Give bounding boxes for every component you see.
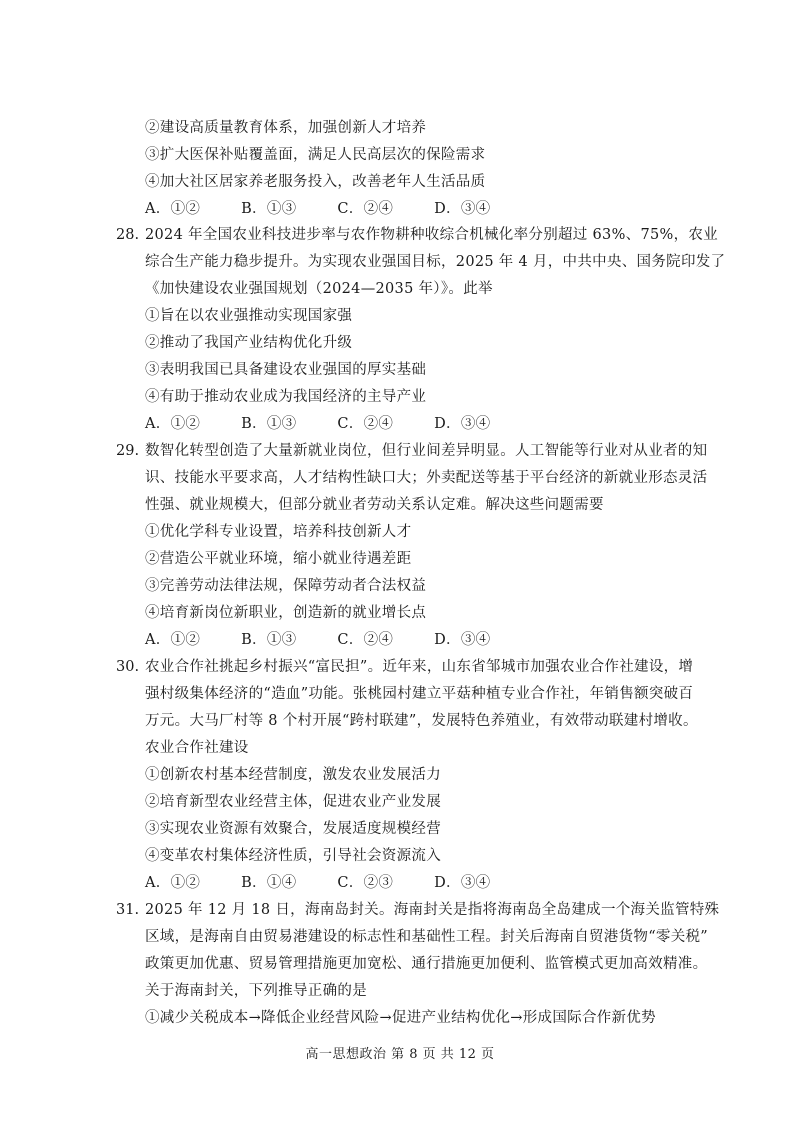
question-stem: 性强、就业规模大，但部分就业者劳动关系认定难。解决这些问题需要 (145, 497, 604, 513)
statement: ②营造公平就业环境，缩小就业待遇差距 (145, 551, 412, 567)
question-stem: 关于海南封关，下列推导正确的是 (145, 983, 367, 999)
answer-options (145, 873, 526, 893)
option-a: A．①② (145, 875, 201, 891)
statement: ①创新农村基本经营制度，激发农业发展活力 (145, 767, 441, 783)
statement: ③完善劳动法律法规，保障劳动者合法权益 (145, 578, 427, 594)
question-stem: 综合生产能力稳步提升。为实现农业强国目标，2025 年 4 月，中共中央、国务院印发了 (145, 254, 726, 270)
option-b: B．①③ (241, 632, 297, 648)
option-a: A．①② (145, 416, 201, 432)
page-footer: 高一思想政治 第 8 页 共 12 页 (305, 1047, 495, 1062)
answer-options (145, 199, 526, 219)
option-d: D．③④ (434, 632, 491, 648)
option-b: B．①④ (241, 875, 297, 891)
question-stem: 农业合作社挑起乡村振兴“富民担”。近年来，山东省邹城市加强农业合作社建设，增 (145, 659, 694, 675)
option-c: C．②④ (337, 632, 394, 648)
question-stem: 农业合作社建设 (145, 740, 249, 756)
question-stem: 区域，是海南自由贸易港建设的标志性和基础性工程。封关后海南自贸港货物“零关税” (145, 929, 709, 945)
statement: ①优化学科专业设置，培养科技创新人才 (145, 524, 412, 540)
question-stem: 2024 年全国农业科技进步率与农作物耕种收综合机械化率分别超过 63%、75%，农业 (145, 227, 718, 243)
statement: ④变革农村集体经济性质，引导社会资源流入 (145, 848, 441, 864)
option-a: A．①② (145, 201, 201, 217)
question-stem: 2025 年 12 月 18 日，海南岛封关。海南封关是指将海南岛全岛建成一个海关监管特殊 (145, 902, 720, 918)
statement: ③扩大医保补贴覆盖面，满足人民高层次的保险需求 (145, 147, 486, 163)
statement: ③表明我国已具备建设农业强国的厚实基础 (145, 362, 427, 378)
option-b: B．①③ (241, 416, 297, 432)
question-number: 31. (116, 902, 140, 918)
statement: ①减少关税成本→降低企业经营风险→促进产业结构优化→形成国际合作新优势 (145, 1010, 656, 1026)
option-d: D．③④ (434, 875, 491, 891)
option-a: A．①② (145, 632, 201, 648)
statement: ①旨在以农业强推动实现国家强 (145, 308, 353, 324)
answer-options (145, 414, 526, 434)
statement: ④加大社区居家养老服务投入，改善老年人生活品质 (145, 174, 486, 190)
option-c: C．②④ (337, 416, 394, 432)
statement: ③实现农业资源有效聚合，发展适度规模经营 (145, 821, 441, 837)
option-d: D．③④ (434, 201, 491, 217)
question-stem: 万元。大马厂村等 8 个村开展“跨村联建”，发展特色养殖业，有效带动联建村增收。 (145, 713, 698, 729)
option-c: C．②④ (337, 201, 394, 217)
question-number: 29. (116, 443, 140, 459)
option-d: D．③④ (434, 416, 491, 432)
option-b: B．①③ (241, 201, 297, 217)
statement: ④有助于推动农业成为我国经济的主导产业 (145, 389, 427, 405)
question-stem: 政策更加优惠、贸易管理措施更加宽松、通行措施更加便利、监管模式更加高效精准。 (145, 956, 708, 972)
statement: ②培育新型农业经营主体，促进农业产业发展 (145, 794, 441, 810)
question-stem: 《加快建设农业强国规划（2024—2035 年）》。此举 (145, 281, 493, 297)
question-stem: 识、技能水平要求高，人才结构性缺口大；外卖配送等基于平台经济的新就业形态灵活 (145, 470, 708, 486)
question-stem: 强村级集体经济的“造血”功能。张桃园村建立平菇种植专业合作社，年销售额突破百 (145, 686, 694, 702)
question-number: 28. (116, 227, 140, 243)
option-c: C．②③ (337, 875, 394, 891)
question-number: 30. (116, 659, 140, 675)
answer-options (145, 630, 526, 650)
statement: ④培育新岗位新职业，创造新的就业增长点 (145, 605, 427, 621)
question-stem: 数智化转型创造了大量新就业岗位，但行业间差异明显。人工智能等行业对从业者的知 (145, 443, 708, 459)
statement: ②建设高质量教育体系，加强创新人才培养 (145, 120, 427, 136)
statement: ②推动了我国产业结构优化升级 (145, 335, 353, 351)
